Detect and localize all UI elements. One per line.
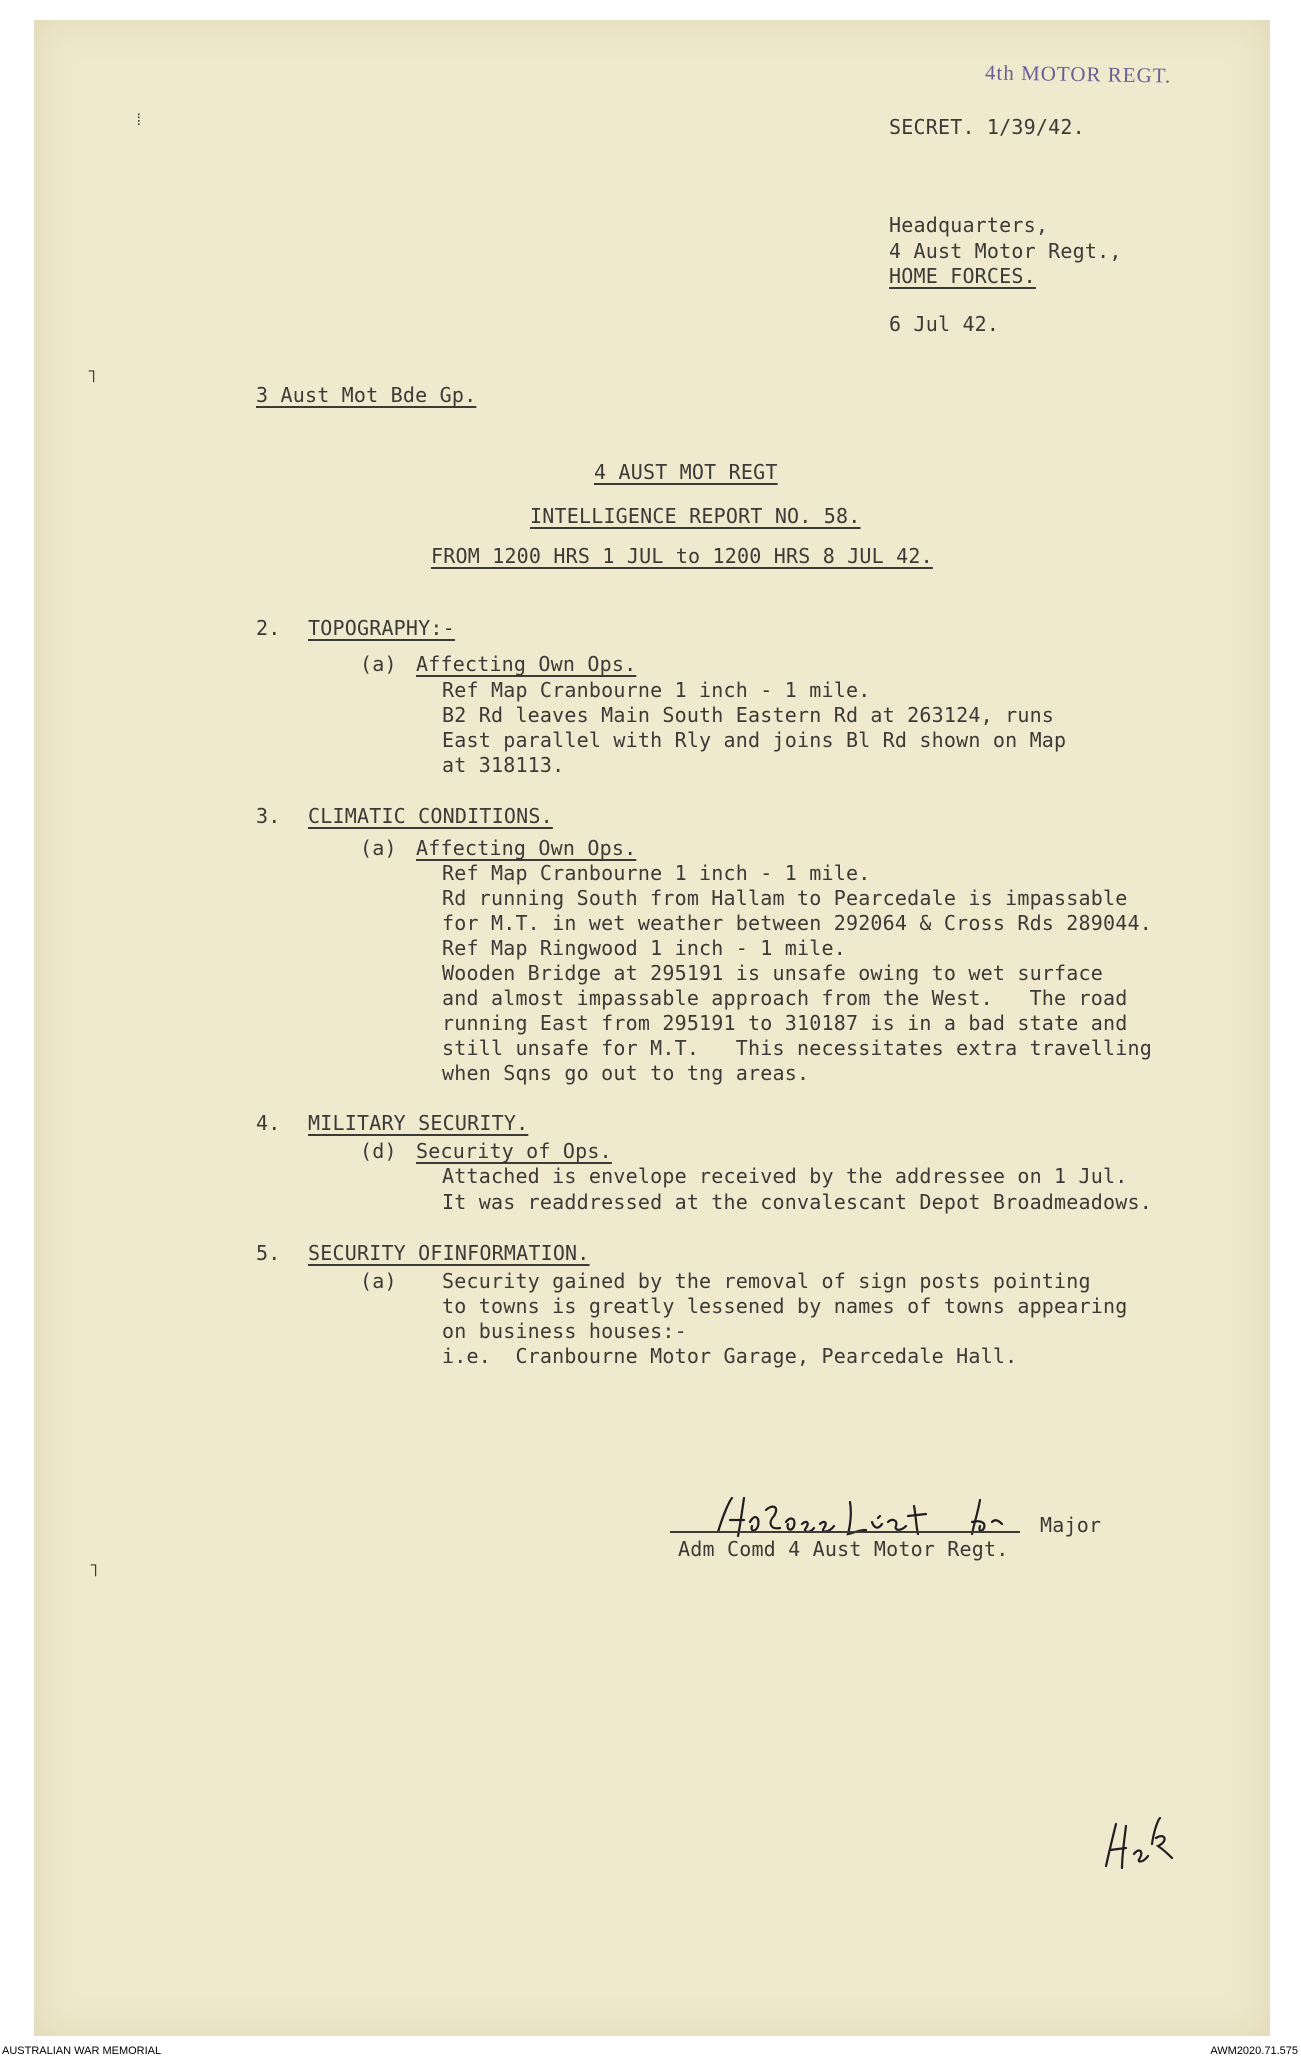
regiment-stamp: 4th MOTOR REGT. bbox=[984, 60, 1172, 88]
section-body-line: Ref Map Cranbourne 1 inch - 1 mile. bbox=[442, 678, 871, 702]
section-number: 3. bbox=[256, 804, 281, 828]
section-body-line: i.e. Cranbourne Motor Garage, Pearcedale Hall. bbox=[442, 1344, 1018, 1368]
header-line-2: 4 Aust Motor Regt., bbox=[889, 239, 1122, 263]
margin-mark: ˥ bbox=[86, 366, 97, 387]
section-body-line: at 318113. bbox=[442, 753, 565, 777]
section-heading: CLIMATIC CONDITIONS. bbox=[308, 804, 553, 828]
margin-mark: ⁞ bbox=[134, 110, 144, 129]
sub-heading: Affecting Own Ops. bbox=[416, 836, 637, 860]
section-body-line: Ref Map Ringwood 1 inch - 1 mile. bbox=[442, 936, 846, 960]
addressee: 3 Aust Mot Bde Gp. bbox=[256, 383, 477, 407]
signature-line bbox=[670, 1531, 1020, 1533]
section-body-line: still unsafe for M.T. This necessitates extra travelling bbox=[442, 1036, 1152, 1060]
section-body-line: to towns is greatly lessened by names of towns appearing bbox=[442, 1294, 1128, 1318]
sub-label: (d) bbox=[360, 1139, 397, 1163]
section-body-line: Security gained by the removal of sign posts pointing bbox=[442, 1269, 1091, 1293]
sub-heading: Security of Ops. bbox=[416, 1139, 612, 1163]
signatory-title: Adm Comd 4 Aust Motor Regt. bbox=[678, 1537, 1009, 1561]
section-body-line: B2 Rd leaves Main South Eastern Rd at 263124, runs bbox=[442, 703, 1055, 727]
section-body-line: running East from 295191 to 310187 is in a bad state and bbox=[442, 1011, 1128, 1035]
section-body-line: East parallel with Rly and joins Bl Rd shown on Map bbox=[442, 728, 1067, 752]
section-body-line: Rd running South from Hallam to Pearcedale is impassable bbox=[442, 886, 1128, 910]
section-body-line: Wooden Bridge at 295191 is unsafe owing to wet surface bbox=[442, 961, 1104, 985]
section-number: 5. bbox=[256, 1241, 281, 1265]
section-number: 4. bbox=[256, 1111, 281, 1135]
report-title: INTELLIGENCE REPORT NO. 58. bbox=[530, 504, 861, 528]
sub-label: (a) bbox=[360, 652, 397, 676]
section-body-line: It was readdressed at the convalescant Depot Broadmeadows. bbox=[442, 1190, 1152, 1214]
handwritten-initials bbox=[1100, 1810, 1180, 1880]
report-period: FROM 1200 HRS 1 JUL to 1200 HRS 8 JUL 42. bbox=[431, 544, 933, 568]
header-line-1: Headquarters, bbox=[889, 213, 1049, 237]
section-body-line: on business houses:- bbox=[442, 1319, 687, 1343]
report-unit-title: 4 AUST MOT REGT bbox=[594, 460, 778, 484]
section-body-line: for M.T. in wet weather between 292064 & Cross Rds 289044. bbox=[442, 911, 1152, 935]
section-heading: SECURITY OFINFORMATION. bbox=[308, 1241, 590, 1265]
margin-mark: ˥ bbox=[88, 1560, 99, 1581]
section-body-line: Attached is envelope received by the addressee on 1 Jul. bbox=[442, 1164, 1128, 1188]
signatory-rank: Major bbox=[1040, 1513, 1102, 1537]
document-date: 6 Jul 42. bbox=[889, 312, 1000, 336]
section-body-line: and almost impassable approach from the West. The road bbox=[442, 986, 1128, 1010]
section-heading: TOPOGRAPHY:- bbox=[308, 616, 455, 640]
section-body-line: Ref Map Cranbourne 1 inch - 1 mile. bbox=[442, 861, 871, 885]
security-reference: SECRET. 1/39/42. bbox=[889, 115, 1085, 139]
header-line-3: HOME FORCES. bbox=[889, 264, 1036, 288]
sub-heading: Affecting Own Ops. bbox=[416, 652, 637, 676]
section-number: 2. bbox=[256, 616, 281, 640]
sub-label: (a) bbox=[360, 836, 397, 860]
section-heading: MILITARY SECURITY. bbox=[308, 1111, 529, 1135]
sub-label: (a) bbox=[360, 1269, 397, 1293]
section-body-line: when Sqns go out to tng areas. bbox=[442, 1061, 810, 1085]
footer-source: AUSTRALIAN WAR MEMORIAL bbox=[2, 2045, 162, 2057]
footer-reference: AWM2020.71.575 bbox=[1210, 2045, 1298, 2057]
